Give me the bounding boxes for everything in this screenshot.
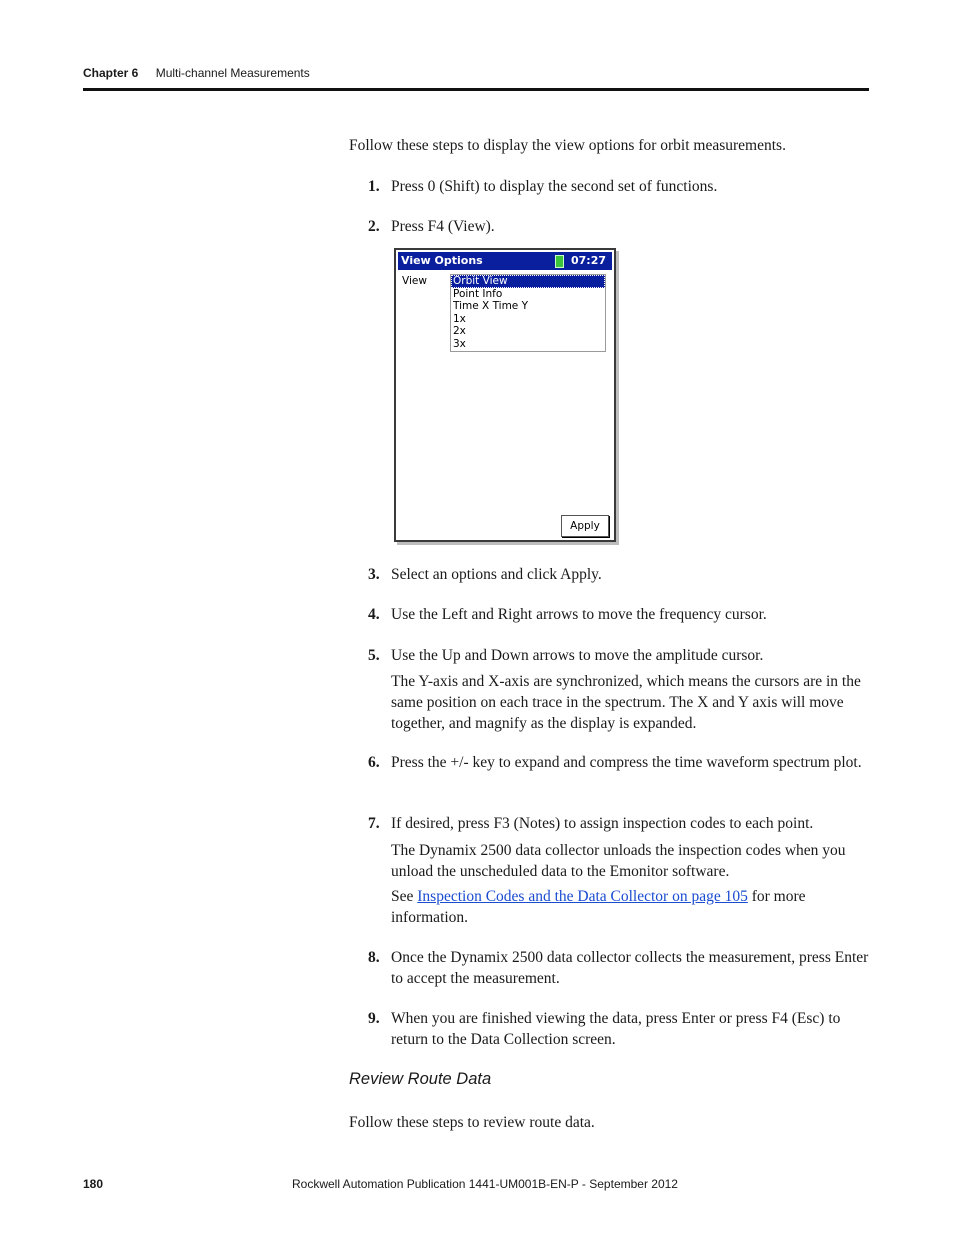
- step-number: 5.: [368, 647, 380, 664]
- step-note: The Dynamix 2500 data collector unloads the inspection codes when you unload the unscheduled data to the Emonitor software.: [391, 842, 846, 880]
- view-option-item[interactable]: 3x: [453, 337, 466, 350]
- step-number: 6.: [368, 754, 380, 771]
- view-options-list[interactable]: [450, 274, 606, 352]
- step-number: 7.: [368, 815, 380, 832]
- step-text: Use the Left and Right arrows to move the frequency cursor.: [391, 606, 767, 623]
- step-number: 9.: [368, 1010, 380, 1027]
- step-text: When you are finished viewing the data, press Enter or press F4 (Esc) to return to the Data Collection screen.: [391, 1010, 841, 1048]
- clock-time: 07:27: [570, 254, 606, 267]
- step-text: Once the Dynamix 2500 data collector collects the measurement, press Enter to accept the measurement.: [391, 949, 869, 987]
- see-reference: [391, 886, 869, 928]
- view-option-item[interactable]: Point Info: [453, 287, 503, 300]
- step-text: Press the +/- key to expand and compress the time waveform spectrum plot.: [391, 754, 862, 771]
- step-note: The Y-axis and X-axis are synchronized, which means the cursors are in the same position on each trace in the spectrum. The X and Y axis will move together, and magnify as the display is expanded.: [391, 673, 861, 732]
- screen-title-bar: [398, 252, 612, 270]
- step-number: 4.: [368, 606, 380, 623]
- step-text: If desired, press F3 (Notes) to assign inspection codes to each point.: [391, 815, 814, 832]
- view-option-item[interactable]: Orbit View: [451, 275, 605, 288]
- see-prefix: See: [391, 888, 418, 905]
- step-text: Press 0 (Shift) to display the second set of functions.: [391, 178, 718, 195]
- publication-info: Rockwell Automation Publication 1441-UM001B-EN-P - September 2012: [292, 1177, 678, 1191]
- inspection-codes-link[interactable]: Inspection Codes and the Data Collector on page 105: [417, 888, 748, 905]
- battery-icon: [555, 255, 564, 268]
- screen-title: View Options: [401, 254, 483, 267]
- step-text: Use the Up and Down arrows to move the amplitude cursor.: [391, 647, 764, 664]
- step-text: Select an options and click Apply.: [391, 566, 602, 583]
- header-rule: [83, 88, 869, 91]
- view-option-item[interactable]: Time X Time Y: [453, 300, 529, 312]
- view-option-item[interactable]: 1x: [453, 312, 466, 325]
- step-number: 8.: [368, 949, 380, 966]
- step-number: 2.: [368, 218, 380, 235]
- step-number: 3.: [368, 566, 380, 583]
- step-number: 1.: [368, 178, 380, 195]
- chapter-title: Multi-channel Measurements: [155, 66, 310, 80]
- chapter-label: Chapter 6: [83, 66, 139, 80]
- page-header: [83, 66, 310, 80]
- view-options-screen: [394, 248, 616, 542]
- apply-button[interactable]: Apply: [561, 515, 609, 537]
- route-intro-text: Follow these steps to review route data.: [349, 1114, 595, 1131]
- page-number: 180: [83, 1177, 104, 1191]
- section-subheading: Review Route Data: [349, 1070, 492, 1088]
- intro-text: Follow these steps to display the view options for orbit measurements.: [349, 137, 786, 154]
- view-label: View: [402, 275, 427, 287]
- see-suffix: for more information.: [391, 888, 806, 926]
- step-text: Press F4 (View).: [391, 218, 495, 235]
- view-option-item[interactable]: 2x: [453, 325, 466, 337]
